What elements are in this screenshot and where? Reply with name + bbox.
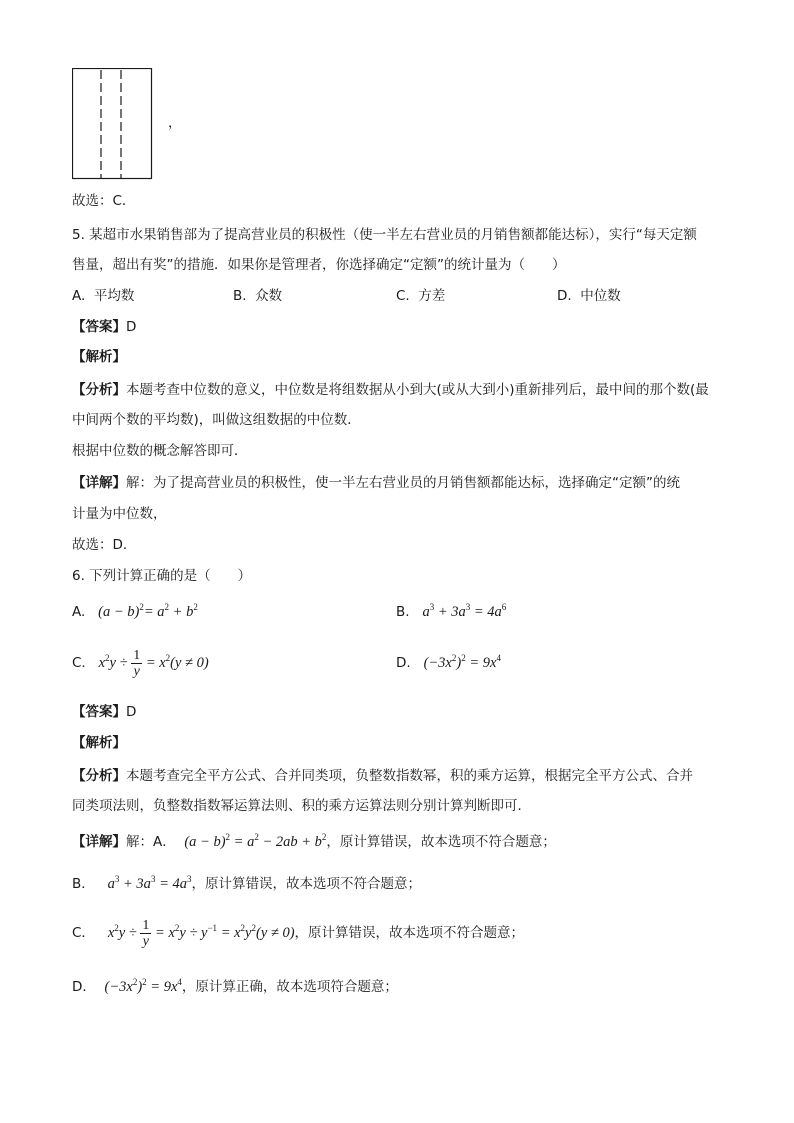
math-expression: $a^3 + 3a^3 = 4a^3$ <box>107 874 192 892</box>
q6-option-b <box>396 603 506 621</box>
q5-stem-line2: 售量，超出有奖”的措施．如果你是管理者，你选择确定“定额”的统计量为（ ） <box>72 257 566 273</box>
math-expression: $x^2y$ ÷ $\frac{1}{y}$ = $x^2y \div y^{-1} = x^2y^2(y \ne 0)$ <box>107 918 295 950</box>
math-expression: $(a - b)^2= a^2 + b^2$ <box>98 602 198 620</box>
q6-detail-b <box>72 875 421 893</box>
q6-option-a <box>72 603 198 621</box>
q6-detail-c <box>72 916 524 950</box>
q6-fenxi-line1 <box>72 767 693 785</box>
q4-conclusion: 故选：C． <box>72 193 136 209</box>
detail-tag: 【详解】 <box>72 475 126 491</box>
folded-paper-figure <box>72 68 182 184</box>
option-letter: C. <box>72 655 86 671</box>
q5-stem-line1: 5. 某超市水果销售部为了提高营业员的积极性（使一半左右营业员的月销售额都能达标），实行“每天定额 <box>72 227 697 243</box>
q5-fenxi-line2: 中间两个数的平均数)，叫做这组数据的中位数． <box>72 412 361 428</box>
q5-answer <box>72 318 136 336</box>
fenxi-tag: 【分析】 <box>72 382 126 398</box>
q6-detail-a <box>72 833 556 851</box>
figure-comma: ， <box>168 115 182 131</box>
option-letter: A. <box>72 604 86 620</box>
answer-value: D <box>126 319 137 335</box>
fenxi-text: 本题考查完全平方公式、合并同类项，负整数指数幂，积的乘方运算，根据完全平方公式、合并 <box>126 768 693 784</box>
detail-prefix: C． <box>72 925 95 941</box>
q6-fenxi-line2: 同类项法则，负整数指数幂运算法则、积的乘方运算法则分别计算判断即可． <box>72 798 531 814</box>
q5-option-d <box>557 287 621 305</box>
math-expression: $(-3x^2)^2 = 9x^4$ <box>423 653 501 671</box>
q5-conclusion: 故选：D． <box>72 537 137 553</box>
answer-tag: 【答案】 <box>72 319 126 335</box>
option-letter: D. <box>396 655 411 671</box>
q5-option-a <box>72 287 134 305</box>
detail-text: 解：为了提高营业员的积极性，使一半左右营业员的月销售额都能达标，选择确定“定额”的统 <box>126 475 680 491</box>
option-text: 方差 <box>418 288 446 304</box>
option-text: 中位数 <box>580 288 621 304</box>
option-letter: C. <box>396 288 410 304</box>
q6-answer <box>72 703 136 721</box>
q5-detail-line2: 计量为中位数， <box>72 506 167 522</box>
detail-prefix: B． <box>72 876 95 892</box>
fraction: $\frac{1}{y}$ <box>133 648 141 680</box>
q5-fenxi-line1 <box>72 381 709 399</box>
q6-option-d <box>396 654 501 672</box>
option-text: 众数 <box>255 288 283 304</box>
detail-text: ，原计算错误，故本选项不符合题意； <box>294 925 525 941</box>
q5-option-c <box>396 287 445 305</box>
answer-value: D <box>126 704 137 720</box>
option-letter: A. <box>72 288 86 304</box>
math-expression: $x^2y$ ÷ $\frac{1}{y}$ = $x^2(y \ne 0)$ <box>98 648 209 680</box>
math-expression: $(a - b)^2 = a^2 - 2ab + b^2$ <box>184 832 327 850</box>
q6-option-c <box>72 646 209 680</box>
math-expression: $(-3x^2)^2 = 9x^4$ <box>104 977 182 995</box>
q5-detail-line1 <box>72 474 680 492</box>
q5-analysis-tag: 【解析】 <box>72 349 126 365</box>
answer-tag: 【答案】 <box>72 704 126 720</box>
q5-option-b <box>233 287 282 305</box>
fraction: $\frac{1}{y}$ <box>142 918 150 950</box>
option-letter: B. <box>233 288 247 304</box>
fenxi-tag: 【分析】 <box>72 768 126 784</box>
detail-text: ，原计算错误，故本选项不符合题意； <box>191 876 421 892</box>
detail-text: ，原计算错误，故本选项不符合题意； <box>326 834 556 850</box>
detail-prefix: 解：A． <box>126 834 176 850</box>
q5-fenxi-line3: 根据中位数的概念解答即可． <box>72 443 248 459</box>
q6-detail-d <box>72 978 398 996</box>
fenxi-text: 本题考查中位数的意义，中位数是将组数据从小到大(或从大到小)重新排列后，最中间的那个数(最 <box>126 382 709 398</box>
q6-analysis-tag: 【解析】 <box>72 735 126 751</box>
detail-tag: 【详解】 <box>72 834 126 850</box>
option-text: 平均数 <box>93 288 135 304</box>
option-letter: D. <box>557 288 572 304</box>
detail-prefix: D． <box>72 979 96 995</box>
math-expression: $a^3 + 3a^3 = 4a^6$ <box>422 602 507 620</box>
q6-stem: 6. 下列计算正确的是（ ） <box>72 568 252 584</box>
detail-text: ，原计算正确，故本选项符合题意； <box>181 979 398 995</box>
option-letter: B. <box>396 604 410 620</box>
